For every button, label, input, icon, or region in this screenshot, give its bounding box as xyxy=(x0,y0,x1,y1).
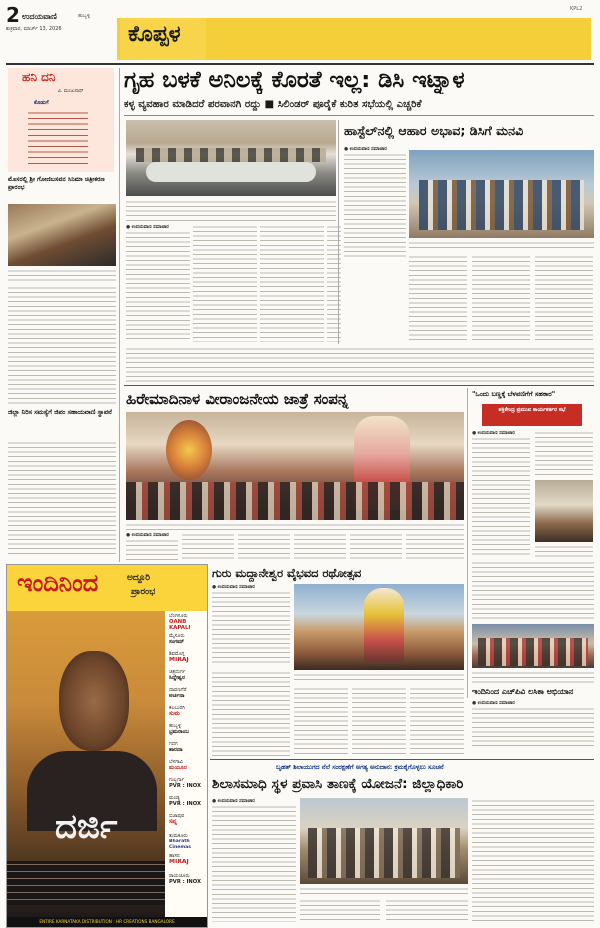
theatre-city: ಚಿತ್ರದುರ್ಗ xyxy=(169,669,186,675)
lead-byline: ● ಉದಯವಾಣಿ ಸಮಾಚಾರ xyxy=(126,225,169,230)
bottom-col-3 xyxy=(386,898,468,922)
bottom-col-4 xyxy=(472,798,594,922)
theatre-name: ಅರ್ಚನಾ xyxy=(169,693,185,699)
theatre-city: ಹುಬ್ಬಳ್ಳಿ xyxy=(169,723,182,729)
meeting-caption xyxy=(126,199,336,221)
right-sidebar-divider xyxy=(467,388,468,698)
fair-top-rule xyxy=(124,385,594,386)
hostel-col-2 xyxy=(409,254,467,344)
theatre-city: ಗುಲ್ಬರ್ಗಾ xyxy=(169,777,185,783)
ad-footer: ENTIRE KARNATAKA DISTRIBUTION : HR CREATIONS BANGALORE xyxy=(7,917,207,927)
theatre-city: ಬೆಳಗಾವಿ xyxy=(169,759,184,765)
hostel-byline: ● ಉದಯವಾಣಿ ಸಮಾಚಾರ xyxy=(344,147,387,152)
theatre-name: ಸಂಗಮ್ xyxy=(169,639,185,645)
lead-subhead-rule xyxy=(124,115,594,116)
fair-col-3 xyxy=(238,532,290,562)
help-headline: ಜಿಲ್ಲಾ ನಿರಿಸ ಸಮಸ್ಯೆಗೆ ಜಿಪಂ ಸಹಾಯವಾಣಿ ಸ್ಥಾಪನೆ xyxy=(8,408,112,416)
bottom-kicker: ಬೃಹತ್ ಶಿಲಾಯುಗದ ನೆಲೆ ಸಂರಕ್ಷಣೆಗೆ ಅಗತ್ಯ ಅನುದಾನ: ಕ್ರಮಕೈಗೊಳ್ಳಲು ಸೂಚನೆ xyxy=(276,763,444,771)
lead-headline: ಗೃಹ ಬಳಕೆ ಅನಿಲಕ್ಕೆ ಕೊರತೆ ಇಲ್ಲ: ಡಿಸಿ ಇಟ್ನಾಳ xyxy=(124,67,465,93)
bottom-group xyxy=(308,828,460,878)
quote-col-1 xyxy=(472,436,530,556)
poem-title: ಕೊಡುಗೆ xyxy=(34,100,49,106)
theatre-name: ಶಾರದಾ xyxy=(169,747,183,753)
campaign-body xyxy=(472,706,594,750)
masthead-rule xyxy=(6,63,594,65)
theatre-name: ಸಿದ್ದೇಶ್ವರ xyxy=(169,675,185,681)
cinema-body xyxy=(8,285,116,405)
lead-col-1 xyxy=(126,230,190,342)
theatre-name: OANB KAPALI xyxy=(169,619,191,631)
theatre-name: ಮಯೂರ xyxy=(169,765,187,771)
section-title: ಕೊಪ್ಪಳ xyxy=(128,22,181,47)
quote-col-2 xyxy=(535,430,593,478)
page-number: 2 xyxy=(6,3,20,27)
theatre-city: ಬೆಂಗಳೂರು xyxy=(169,613,188,619)
quote-byline: ● ಉದಯವಾಣಿ ಸಮಾಚಾರ xyxy=(472,431,515,436)
theatre-name: MIRAJ xyxy=(169,657,189,663)
theatre-name: PVR : INOX xyxy=(169,879,201,885)
theatre-city: ತುಮಕೂರು xyxy=(169,833,188,839)
bottom-story-rule xyxy=(210,759,594,760)
guru-byline: ● ಉದಯವಾಣಿ ಸಮಾಚಾರ xyxy=(212,585,255,590)
campaign-caption xyxy=(472,670,594,684)
theatre-city: ಮೈಸೂರು xyxy=(169,633,185,639)
lead-col-3 xyxy=(260,224,324,342)
guru-col-3 xyxy=(294,686,348,756)
ad-movie-title: ದರ್ಜಿ xyxy=(55,807,118,847)
fair-deity xyxy=(166,420,212,480)
hostel-col-1 xyxy=(344,152,406,260)
guru-col-4 xyxy=(352,686,406,756)
fair-col-5 xyxy=(350,532,402,562)
lead-hostel-divider xyxy=(338,120,339,344)
guru-col-1 xyxy=(212,590,290,666)
lower-story-band xyxy=(126,346,594,382)
page-code: KPL2 xyxy=(570,6,583,12)
theatre-name: ಸಪ್ನ xyxy=(169,819,177,825)
lead-subhead: ಕಳ್ಳ ವ್ಯವಹಾರ ಮಾಡಿದರೆ ಪರವಾನಗಿ ರದ್ದು ■ ಸಿಲಿಂಡರ್‌ ಪೂರೈಕೆ ಕುರಿತ ಸಭೆಯಲ್ಲಿ ಎಚ್ಚರಿಕೆ xyxy=(124,99,422,110)
hostel-caption xyxy=(409,240,594,250)
guru-caption xyxy=(294,672,464,682)
fair-crowd xyxy=(126,482,464,520)
fair-col-6 xyxy=(406,532,464,562)
hostel-col-4 xyxy=(535,254,593,344)
theatre-city: ಹಾಸನ xyxy=(169,853,180,859)
bottom-col-2 xyxy=(300,898,380,922)
guru-headline: ಗುರು ಮದ್ದಾನೇಶ್ವರ ವೈಭವದ ರಥೋತ್ಸವ xyxy=(212,566,362,580)
theatre-city: ಮಂಡ್ಯ xyxy=(169,795,180,801)
campaign-people xyxy=(478,638,588,666)
theatre-name: PVR : INOX xyxy=(169,801,201,807)
theatre-city: ಕಲಬುರಗಿ xyxy=(169,705,185,711)
cinema-caption xyxy=(8,268,116,282)
date-line: ಶುಕ್ರವಾರ, ಮಾರ್ಚ್‌ 13, 2026 xyxy=(6,26,62,32)
quote-headline: "ಒಂದು ಬಣ್ಣಕ್ಕೆ ಬೆಳವಣಿಗೆಗೆ ಸಹಕಾರ" xyxy=(472,390,556,398)
meeting-table xyxy=(146,162,316,182)
lead-col-2 xyxy=(193,224,257,342)
lead-col-4 xyxy=(327,224,341,342)
theatre-city: ಗದಗ xyxy=(169,741,178,747)
guru-photo xyxy=(294,584,464,670)
campaign-byline: ● ಉದಯವಾಣಿ ಸಮಾಚಾರ xyxy=(472,701,515,706)
bottom-photo xyxy=(300,798,468,884)
ad-theatre-list xyxy=(167,611,207,917)
meeting-photo xyxy=(126,120,336,196)
paper-suffix: ಹುಬ್ಬಳ್ಳಿ xyxy=(78,13,91,19)
theatre-name: ಭ್ರಮರಾಂಬ xyxy=(169,729,189,735)
fair-headline: ಹಿರೇಮಾದಿನಾಳ ವೀರಾಂಜನೇಯ ಜಾತ್ರೆ ಸಂಪನ್ನ xyxy=(126,390,349,408)
cinema-photo xyxy=(8,204,116,266)
quote-badge-text: ಶಕ್ತಿಕೇಂದ್ರ ಪ್ರಮುಖ ಕಾರ್ಯಕರ್ತರ ಸಭೆ xyxy=(498,407,566,413)
theatre-name: PVR : INOX xyxy=(169,783,201,789)
theatre-name: ಸುಮ xyxy=(169,711,180,717)
ad-credit-strip xyxy=(7,861,165,905)
hostel-photo xyxy=(409,150,594,238)
campaign-photo xyxy=(472,624,594,668)
cinema-headline: ಮೊಸರಲ್ಲಿ ಶ್ರೀ ಗೋಣಿಬಸವನ ಸಿನಿಮಾ ಚಿತ್ರೀಕರಣ ಪ್ರಾರಂಭ xyxy=(8,176,105,191)
fair-col-4 xyxy=(294,532,346,562)
meeting-people xyxy=(136,148,326,162)
guru-chariot xyxy=(364,588,404,662)
fair-col-1 xyxy=(126,538,178,562)
ad-top-sub1: ಅದ್ದೂರಿ xyxy=(127,573,151,583)
bottom-caption xyxy=(300,886,468,896)
honi-dani-author: ವಿ. ಮಂಜುನಾಥ್ xyxy=(58,89,84,94)
fair-caption xyxy=(126,522,464,530)
hostel-headline: ಹಾಸ್ಟೆಲ್‌ನಲ್ಲಿ ಆಹಾರ ಅಭಾವ; ಡಿಸಿಗೆ ಮನವಿ xyxy=(344,123,524,138)
help-body xyxy=(8,440,116,556)
theatre-city: ಬಿಜಾಪುರ xyxy=(169,813,185,819)
ad-top-title: ಇಂದಿನಿಂದ xyxy=(17,569,99,597)
hostel-students xyxy=(419,180,584,230)
ad-hero-face xyxy=(59,651,129,751)
bottom-col-1 xyxy=(212,804,296,922)
bottom-byline: ● ಉದಯವಾಣಿ ಸಮಾಚಾರ xyxy=(212,799,255,804)
guru-col-2 xyxy=(212,670,290,756)
hostel-col-3 xyxy=(472,254,530,344)
fair-photo xyxy=(126,412,464,520)
quote-col-2b xyxy=(535,544,593,560)
fair-col-2 xyxy=(182,532,234,562)
theatre-city: ಶಿವಮೊಗ್ಗ xyxy=(169,651,185,657)
honi-dani-title: ಹನಿ ದನಿ xyxy=(22,70,56,84)
fair-byline: ● ಉದಯವಾಣಿ ಸಮಾಚಾರ xyxy=(126,533,169,538)
ad-top-sub2: ಪ್ರಾರಂಭ xyxy=(131,587,156,597)
theatre-city: ದಾವಣಗೆರೆ xyxy=(169,687,187,693)
campaign-headline: ಇಂದಿನಿಂದ ಎಚ್‌ಪಿವಿ ಲಸಿಕಾ ಅಭಿಯಾನ xyxy=(472,687,574,696)
left-col-divider xyxy=(119,68,120,562)
bottom-headline: ಶಿಲಾಸಮಾಧಿ ಸ್ಥಳ ಪ್ರವಾಸಿ ತಾಣಕ್ಕೆ ಯೋಜನೆ: ಜಿಲ್ಲಾಧಿಕಾರಿ xyxy=(212,776,464,792)
theatre-name: Bharath Cinemas xyxy=(169,839,191,850)
paper-name: ಉದಯವಾಣಿ xyxy=(22,12,57,21)
poem-text xyxy=(28,110,88,168)
movie-ad xyxy=(6,564,208,928)
theatre-name: MIRAJ xyxy=(169,859,189,865)
quote-photo xyxy=(535,480,593,542)
theatre-city: ರಾಯಚೂರು xyxy=(169,873,190,879)
quote-col-3 xyxy=(472,560,594,622)
guru-col-5 xyxy=(410,686,464,756)
